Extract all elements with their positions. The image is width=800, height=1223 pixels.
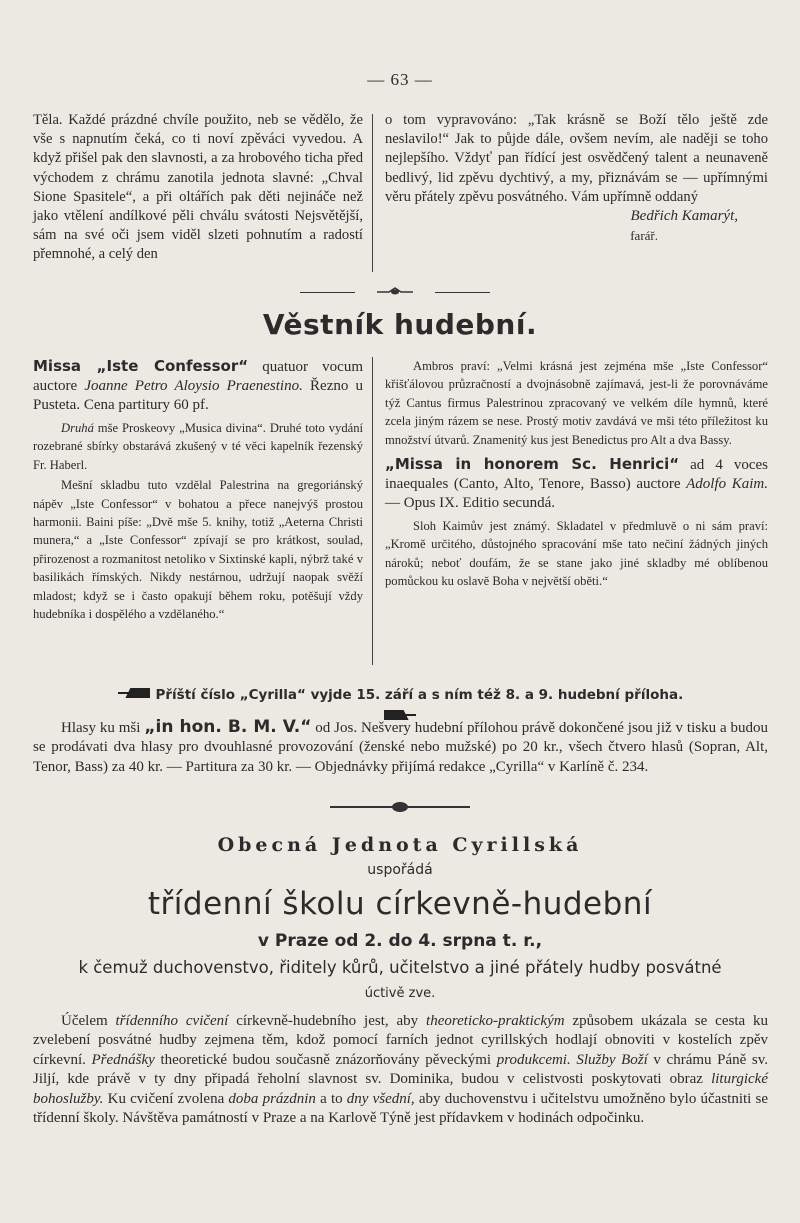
body-text: způsobem ukázala se cesta ku zvelebení posvátné hudby zejmena těm, kdož pomocí farních jednot cyrillských hodlají obnoviti v kostelích zpěv církevní. [33, 1013, 769, 1068]
body-text: aby duchovenstvu i učitelstvu umožněno bylo účastniti se třídenní školy. Návštěva památností v Praze a na Karlově Týně jest přídavkem v hodinách odpočinku. [33, 1090, 769, 1127]
announcement-verb: uspořádá [367, 862, 433, 878]
announcement-whom: k čemuž duchovenstvo, řiditely kůrů, učitelstvo a jiné přátely hudby posvátné [78, 958, 722, 977]
hlasy-text: od Jos. Nešvery hudební přílohou právě dokončené jsou již v tisku a budou se prodávati dva hlasy pro dvouhlasné provozování (ženské nebo mužské) po 20 kr., všech čtvero hlasů (Sopran, Alt, Tenor, Bass) za 40 kr. — Partitura za 30 kr. — Objednávky přijímá redakce „Cyrilla“ v Karlíně č. 234. [33, 720, 769, 775]
body-text: a to [315, 1090, 347, 1107]
emphasis-text: Služby Boží [576, 1051, 648, 1068]
announcement-body [33, 1012, 768, 1128]
hlasy-paragraph [33, 718, 768, 777]
entry-subtitle: quatuor vocum auctore [33, 359, 363, 394]
notice-bar [115, 684, 685, 706]
review-left-column [33, 357, 363, 623]
body-text: v chrámu Páně sv. Jiljí, kde právě v ty dny připadá řeholní slavnost sv. Dominika, budou v celistvosti poskytovati obraz [33, 1051, 769, 1088]
para-lead: Druhá [61, 421, 94, 435]
review-para-1: mše Proskeovy „Musica divina“. Druhé toto vydání rozebrané sbírky obstarává zkušený v té věci kapelník řezenský Fr. Haberl. [33, 421, 363, 472]
entry-title-2: „Missa in honorem Sc. Henrici“ [385, 455, 680, 474]
emphasis-text: třídenního cvičení [115, 1013, 229, 1029]
top-left-column [33, 111, 363, 265]
review-right-column [385, 357, 768, 591]
page-number: — 63 — [367, 70, 433, 89]
column-rule-top [372, 114, 373, 272]
entry-publisher-2: — Opus IX. Editio secundá. [385, 495, 555, 512]
emphasis-text: produkcemi. [496, 1051, 571, 1068]
announcement-title: třídenní školu církevně-hudební [147, 886, 653, 922]
top-right-column [385, 111, 768, 245]
entry-title: Missa „Iste Confessor“ [33, 357, 249, 375]
emphasis-text: dny všední, [346, 1090, 415, 1107]
emphasis-text: doba prázdnin [228, 1090, 316, 1107]
column-rule-review [372, 357, 373, 665]
signature-role: farář. [630, 228, 658, 244]
emphasis-text: liturgické bohoslužby. [33, 1071, 768, 1107]
ornament-dot [392, 802, 408, 812]
emphasis-text: theoreticko-praktickým [426, 1013, 565, 1029]
top-right-text: o tom vypravováno: „Tak krásně se Boží tělo ještě zde neslavilo!“ Jak to půjde dále, ovšem nevím, ale naději se toho nejlepšího. Vždyť pan řídící jest osvědčený talent a neunaveně bedlivý, lid zpěvu dychtivý, a my, přiznávám se — upřímnými věru přátely zpěvu posvátného. Vám upřímně oddaný [385, 112, 768, 205]
announcement-invite: úctivě zve. [364, 986, 436, 1001]
pointing-hand-icon [117, 684, 151, 706]
section-title: Věstník hudební. [262, 308, 538, 341]
review-para-3: Ambros praví: „Velmi krásná jest zejména mše „Iste Confessor“ křišťálovou průzračností a dvojnásobně zajímavá, jest-li že porovnáváme týž Cantus firmus Palestrinou zpracovaný ve velkém díle hymnů, které zcela jiným rázem se nese. Prostý motiv zavdává ve mši této příležitost ku množství útvarů. Znamenitý kus jest Benedictus pro Alt a dva Bassy. [385, 359, 768, 447]
hlasy-title: „in hon. B. M. V.“ [144, 717, 312, 737]
signature: Bedřich Kamarýt, [630, 208, 738, 225]
body-text: církevně-hudebního jest, aby [228, 1013, 427, 1029]
review-para-2: Mešní skladbu tuto vzdělal Palestrina na gregoriánský nápěv „Iste Confessor“ v bohatou a přece nanejvýš prostou harmonii. Baini píše: „Dvě mše 5. knihy, totiž „Aeterna Christi munera,“ a „Iste Confessor“ zpívají se pro krátkost, soulad, přirozenost a rozmanitost netoliko v Sixtinské kapli, nýbrž také v basilikách římských. Nikdy nestárnou, udržují naopak svěží mladost; když se i často opakují během roku, potěšují vždy hudebníka i dospělého a vzdělaného.“ [33, 478, 363, 622]
entry-subtitle-2: ad 4 voces inaequales (Canto, Alto, Tenore, Basso) auctore [385, 457, 769, 493]
entry-publisher: Řezno u Pusteta. Cena partitury 60 pf. [33, 378, 364, 413]
body-text: Účelem [61, 1013, 116, 1029]
top-left-text: Těla. Každé prázdné chvíle použito, neb se vědělo, že vše s napnutím čeká, co ti noví zpěváci vyvedou. A když přišel pak den slavnosti, a za hrobového ticha před východem z chrámu zanotila jednota slavné: „Chval Sione Spasitele“, a při oltářích pak děti nejináče než jako vtělení andílkové pěli chválu svátosti Nejsvětější, sám na své oči jsem viděl slzeti pohnutím a radostí přemnohé, a celý den [33, 112, 363, 263]
entry-author: Joanne Petro Aloysio Praenestino. [84, 378, 303, 394]
body-text: Ku cvičení zvolena [103, 1090, 229, 1107]
entry-author-2: Adolfo Kaim. [686, 476, 768, 493]
announcement-org: Obecná Jednota Cyrillská [217, 834, 583, 856]
announcement-where: v Praze od 2. do 4. srpna t. r., [257, 931, 543, 951]
divider-ornament [355, 285, 435, 302]
review-para-4: Sloh Kaimův jest známý. Skladatel v předmluvě o ni sám praví: „Kromě určitého, důstojného spracování mše tato nečiní žádných jiných nároků; neboť doufám, že se stane jako jiné skladby mé oblíbenou pomůckou ku oslavě Boha v největší oběti.“ [385, 519, 768, 589]
notice-text: Příští číslo „Cyrilla“ vyjde 15. září a s ním též 8. a 9. hudební příloha. [155, 687, 684, 703]
emphasis-text: Přednášky [91, 1051, 155, 1068]
hlasy-lead: Hlasy ku mši [61, 720, 145, 736]
body-text: theoretické budou současně znázorňovány pěveckými [154, 1051, 497, 1068]
